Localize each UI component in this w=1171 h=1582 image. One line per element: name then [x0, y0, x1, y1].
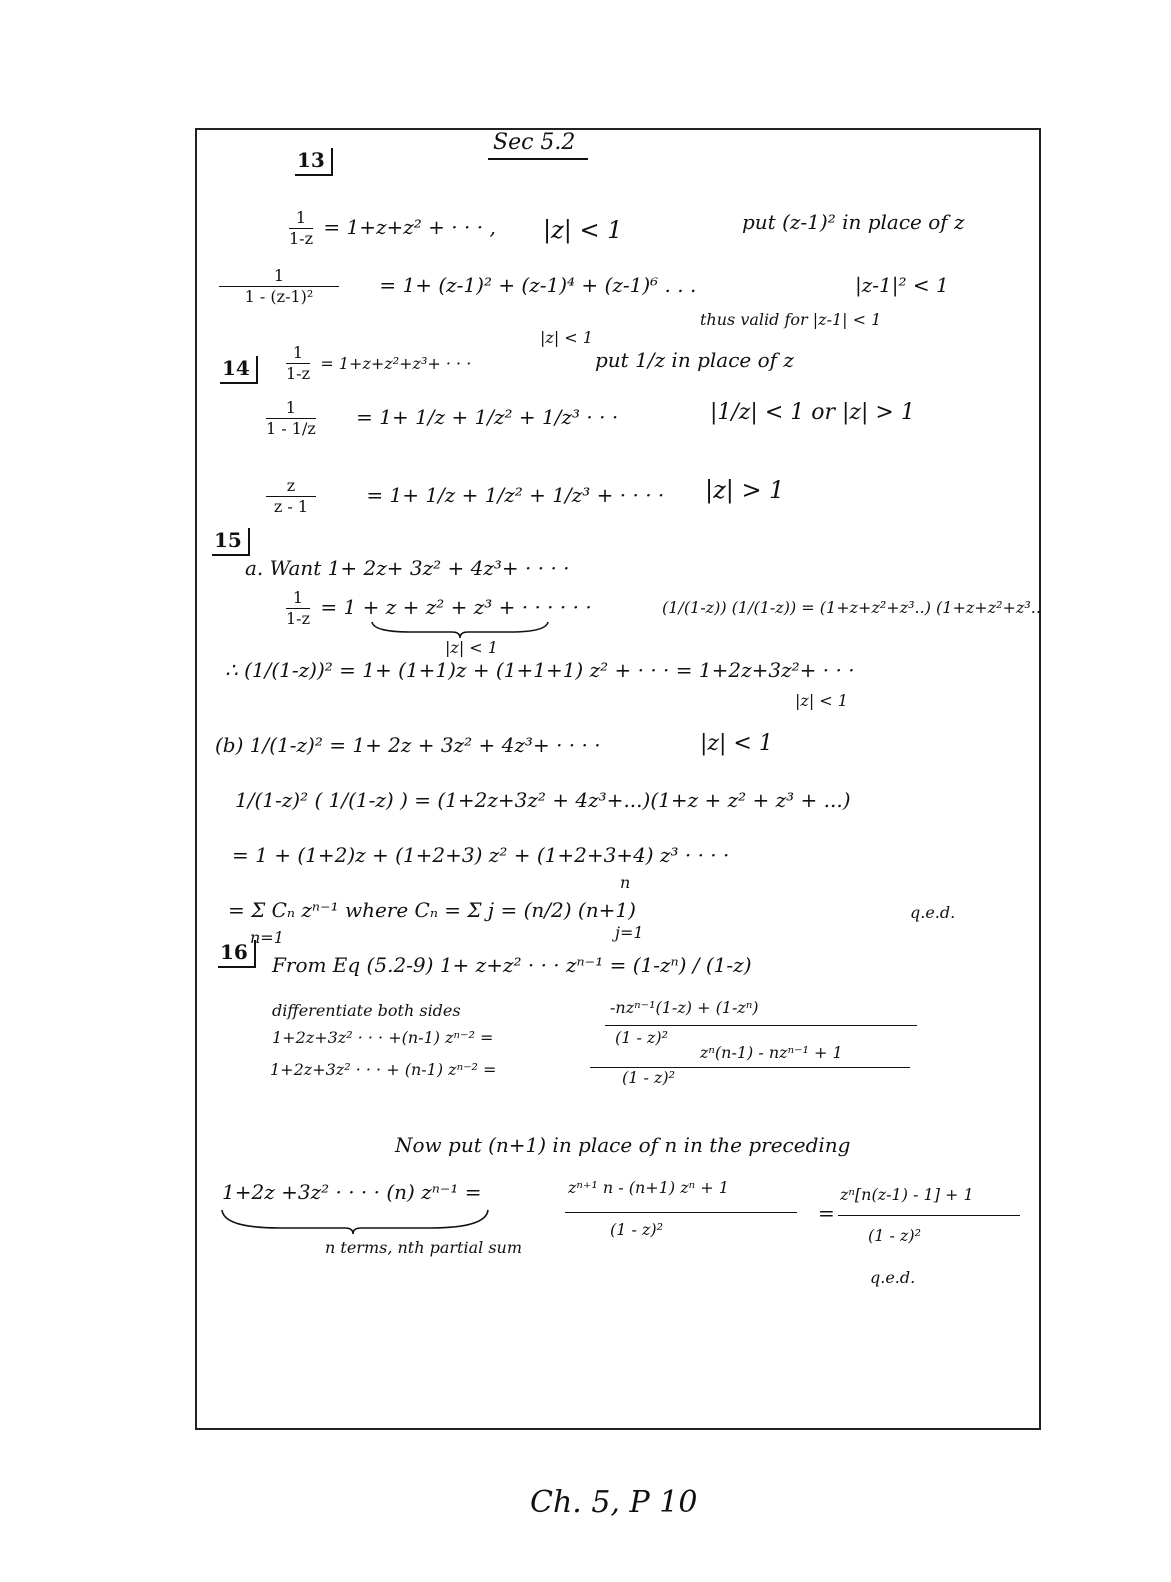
- p15b-sum1-lower: n=1: [250, 928, 284, 947]
- section-heading-underline: [488, 158, 588, 160]
- p16-line6-eq: =: [818, 1201, 835, 1225]
- p15a-brace: [370, 620, 550, 640]
- p14-line2-condition: |1/z| < 1 or |z| > 1: [710, 400, 915, 425]
- p13-line1-note: put (z-1)² in place of z: [742, 210, 965, 234]
- p14-line3-condition: |z| > 1: [705, 476, 785, 504]
- p15a-line3: ∴ (1/(1-z))² = 1+ (1+1)z + (1+1+1) z² + · · · = 1+2z+3z²+ · · ·: [225, 658, 855, 682]
- p15b-qed: q.e.d.: [910, 903, 956, 922]
- p16-qed: q.e.d.: [870, 1268, 916, 1287]
- p15a-line3-cond: |z| < 1: [795, 691, 848, 710]
- p14-line2: $\frac{1}{1 - 1/z}$ = 1+ 1/z + 1/z² + 1/z³ · · ·: [266, 398, 619, 438]
- p16-line3-lhs: 1+2z+3z² · · · +(n-1) zⁿ⁻² =: [272, 1028, 494, 1047]
- problem-13-number: 13: [295, 148, 333, 176]
- p13-line2-note: thus valid for |z-1| < 1: [700, 310, 882, 329]
- p16-brace: [220, 1208, 490, 1236]
- p13-line2-condition: |z-1|² < 1: [855, 273, 949, 297]
- p16-fraction-bar-3: [565, 1212, 797, 1213]
- p16-line3-num2: zⁿ(n-1) - nzⁿ⁻¹ + 1: [700, 1043, 843, 1062]
- problem-14-number: 14: [220, 356, 258, 384]
- p16-line4-lhs: 1+2z+3z² · · · + (n-1) zⁿ⁻² =: [270, 1060, 497, 1079]
- p15a-want: a. Want 1+ 2z+ 3z² + 4z³+ · · · ·: [245, 556, 570, 580]
- p16-fraction-bar-1: [605, 1025, 917, 1026]
- p14-cond-above: |z| < 1: [540, 328, 593, 347]
- p14-line3: $\frac{z}{z - 1}$ = 1+ 1/z + 1/z² + 1/z³ + · · · ·: [262, 478, 664, 515]
- p16-line2-lhs: differentiate both sides: [272, 1001, 461, 1020]
- p14-line1-note: put 1/z in place of z: [595, 348, 794, 372]
- p16-line6-num: zⁿ⁺¹ n - (n+1) zⁿ + 1: [568, 1178, 729, 1197]
- p16-line4-den: (1 - z)²: [622, 1068, 676, 1087]
- p15a-line2: $\frac{1}{1-z}$ = 1 + z + z² + z³ + · · · · · ·: [286, 588, 592, 628]
- p15b-sum2-upper: n: [620, 873, 631, 892]
- p15b-line4: = Σ Cₙ zⁿ⁻¹ where Cₙ = Σ j = (n/2) (n+1): [228, 898, 636, 922]
- p16-line3-den: (1 - z)²: [615, 1028, 669, 1047]
- p16-line6-den2: (1 - z)²: [868, 1226, 922, 1245]
- p15a-brace-cond: |z| < 1: [445, 638, 498, 657]
- p15b-line1: (b) 1/(1-z)² = 1+ 2z + 3z² + 4z³+ · · · ·: [215, 733, 601, 757]
- p15b-line3: = 1 + (1+2)z + (1+2+3) z² + (1+2+3+4) z³ · · · ·: [232, 843, 730, 867]
- p15a-product: (1/(1-z)) (1/(1-z)) = (1+z+z²+z³..) (1+z+z²+z³..: [662, 598, 1041, 617]
- section-heading: Sec 5.2: [493, 130, 576, 155]
- p16-line6-lhs: 1+2z +3z² · · · · (n) zⁿ⁻¹ =: [222, 1180, 482, 1204]
- p16-line6-num2: zⁿ[n(z-1) - 1] + 1: [840, 1185, 974, 1204]
- p14-line1: $\frac{1}{1-z}$ = 1+z+z²+z³+ · · ·: [286, 343, 472, 383]
- p15b-line1-cond: |z| < 1: [700, 731, 773, 756]
- p16-brace-label: n terms, nth partial sum: [325, 1238, 523, 1257]
- p13-line1: $\frac{1}{1-z}$ = 1+z+z² + · · · ,: [289, 208, 496, 248]
- page-footer: Ch. 5, P 10: [530, 1485, 698, 1520]
- problem-15-number: 15: [212, 528, 250, 556]
- p15b-sum2-lower: j=1: [615, 923, 644, 942]
- p15b-line2: 1/(1-z)² ( 1/(1-z) ) = (1+2z+3z² + 4z³+...)(1+z + z² + z³ + ...): [235, 788, 851, 812]
- p16-line6-den: (1 - z)²: [610, 1220, 664, 1239]
- p16-line2-num: -nzⁿ⁻¹(1-z) + (1-zⁿ): [610, 998, 759, 1017]
- p16-line5: Now put (n+1) in place of n in the preceding: [395, 1133, 851, 1157]
- p13-line2: $\frac{1}{\text{1 - (z-1)²}}$ = 1+ (z-1)² + (z-1)⁴ + (z-1)⁶ . . .: [215, 268, 696, 305]
- p16-fraction-bar-4: [838, 1215, 1020, 1216]
- p13-line1-condition: |z| < 1: [543, 216, 623, 244]
- p16-line1: From Eq (5.2-9) 1+ z+z² · · · zⁿ⁻¹ = (1-zⁿ) / (1-z): [272, 953, 752, 977]
- problem-16-number: 16: [218, 940, 256, 968]
